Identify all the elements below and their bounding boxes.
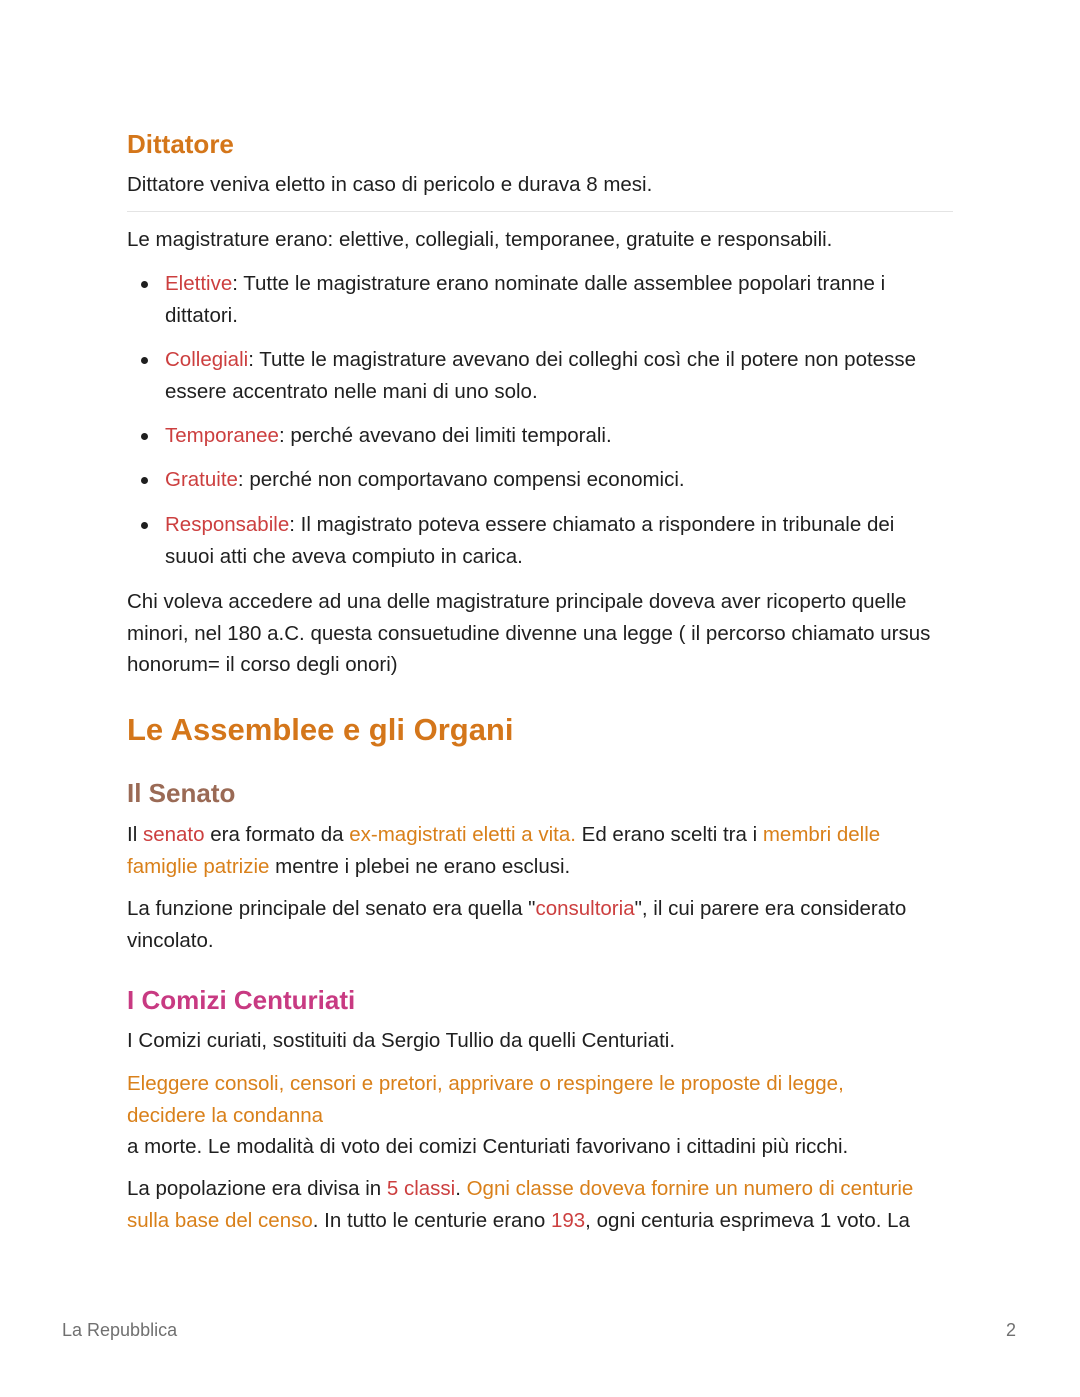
heading-comizi: I Comizi Centuriati	[127, 985, 356, 1015]
divider	[127, 211, 953, 212]
term-classe-censo: Ogni classe doveva fornire un numero di centurie sulla base del censo	[127, 1177, 914, 1232]
term-193: 193	[550, 1208, 586, 1232]
term-desc: : Tutte le magistrature avevano dei colleghi così che il potere non potesse essere accentrato nelle mani di uno solo.	[165, 348, 916, 403]
footer-title: La Repubblica	[62, 1320, 178, 1340]
term-collegiali: Collegiali	[165, 348, 249, 371]
comizi-paragraph-1: I Comizi curiati, sostituiti da Sergio Tullio da quelli Centuriati.	[127, 1029, 676, 1052]
term-desc: : perché non comportavano compensi economici.	[237, 468, 685, 491]
bullet-icon	[141, 433, 148, 440]
heading-senato: Il Senato	[127, 778, 236, 808]
term-famiglie-patrizie: membri delle famiglie patrizie	[127, 823, 881, 878]
term-senato: senato	[142, 823, 205, 846]
bullet-icon	[141, 281, 148, 288]
term-gratuite: Gratuite	[165, 468, 238, 491]
page-number: 2	[1005, 1320, 1016, 1340]
bullet-icon	[141, 522, 148, 529]
term-desc: : perché avevano dei limiti temporali.	[278, 424, 612, 447]
term-consultoria: consultoria	[535, 897, 635, 920]
term-desc: : Il magistrato poteva essere chiamato a rispondere in tribunale dei suuoi atti che aveva compiuto in carica.	[165, 513, 895, 568]
senato-paragraph-1: Il senato era formato da ex-magistrati eletti a vita. Ed erano scelti tra i membri delle famiglie patrizie mentre i plebei ne erano esclusi.	[127, 823, 881, 878]
magistrature-intro: Le magistrature erano: elettive, collegiali, temporanee, gratuite e responsabili.	[127, 228, 833, 251]
comizi-functions: Eleggere consoli, censori e pretori, apprivare o respingere le proposte di legge, decidere la condanna	[127, 1072, 844, 1127]
cursus-paragraph: Chi voleva accedere ad una delle magistrature principale doveva aver ricoperto quelle minori, nel 180 a.C. questa consuetudine divenne una legge ( il percorso chiamato ursus honorum= il corso degli onori)	[127, 590, 931, 676]
term-ex-magistrati: ex-magistrati eletti a vita.	[349, 823, 576, 846]
term-desc: : Tutte le magistrature erano nominate dalle assemblee popolari tranne i dittatori.	[165, 272, 886, 327]
term-elettive: Elettive	[165, 272, 233, 295]
comizi-paragraph-3: a morte. Le modalità di voto dei comizi Centuriati favorivano i cittadini più ricchi.	[127, 1135, 849, 1158]
bullet-icon	[141, 357, 148, 364]
bullet-icon	[141, 477, 148, 484]
heading-dittatore: Dittatore	[127, 129, 234, 159]
term-responsabile: Responsabile	[165, 513, 290, 536]
term-5-classi: 5 classi	[386, 1177, 456, 1200]
heading-assemblee: Le Assemblee e gli Organi	[127, 712, 514, 747]
term-temporanee: Temporanee	[165, 424, 279, 447]
comizi-paragraph-4: La popolazione era divisa in 5 classi. Ogni classe doveva fornire un numero di centurie sulla base del censo. In tutto le centurie erano 193, ogni centuria esprimeva 1 voto. La	[127, 1177, 914, 1232]
senato-paragraph-2: La funzione principale del senato era quella "consultoria", il cui parere era considerato vincolato.	[127, 897, 907, 952]
dittatore-text: Dittatore veniva eletto in caso di pericolo e durava 8 mesi.	[127, 173, 653, 196]
